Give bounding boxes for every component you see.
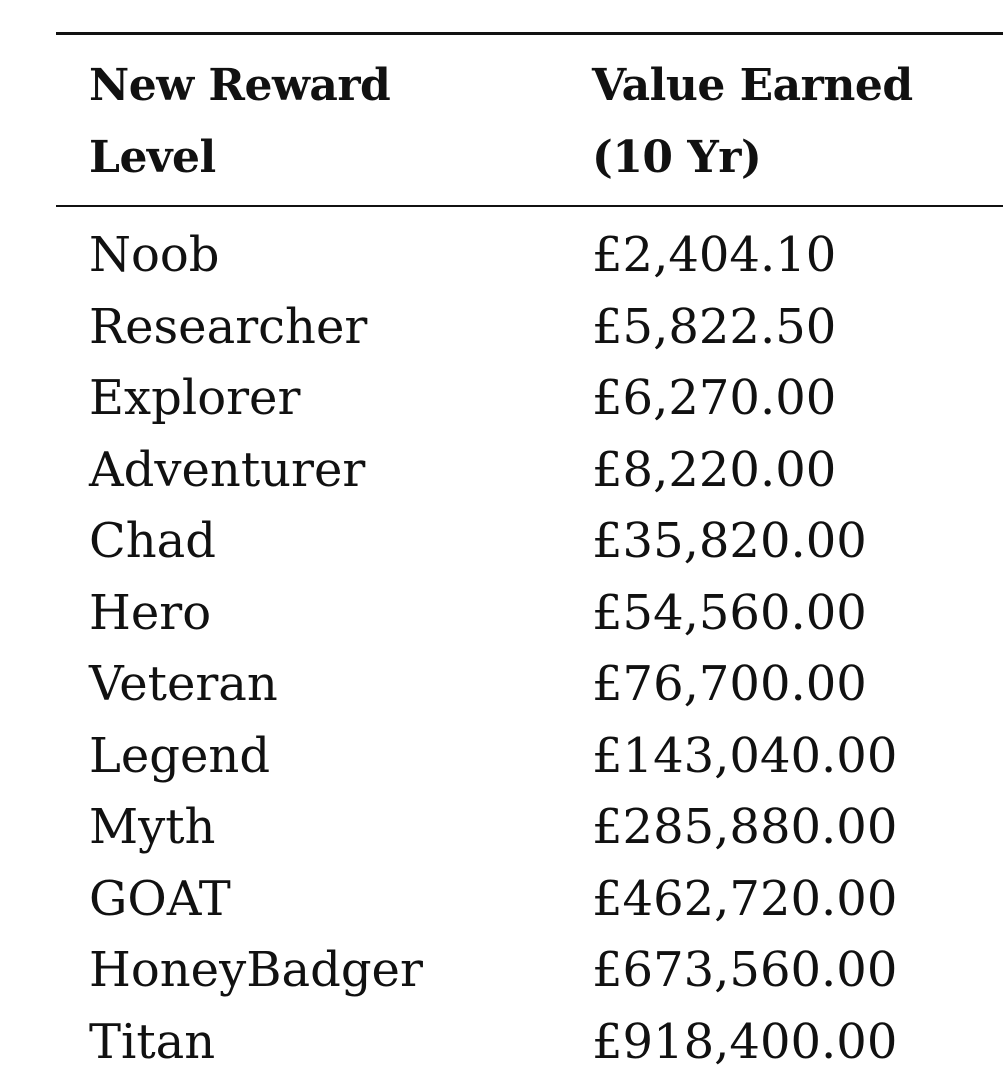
reward-level-cell: Researcher — [89, 298, 368, 355]
value-earned-cell: £918,400.00 — [592, 1013, 898, 1070]
table-row — [56, 649, 1003, 721]
value-earned-cell: £462,720.00 — [592, 870, 898, 927]
value-earned-cell: £76,700.00 — [592, 656, 867, 712]
value-earned-cell: £673,560.00 — [592, 942, 898, 998]
table-row — [56, 864, 1003, 936]
reward-level-cell: Myth — [89, 799, 216, 855]
reward-level-cell: GOAT — [89, 870, 231, 927]
table-row — [56, 792, 1003, 864]
table-row — [56, 435, 1003, 507]
table-body — [56, 220, 1003, 1078]
reward-level-cell: Explorer — [89, 370, 301, 426]
header-reward-level-line1: New Reward — [89, 60, 391, 111]
header-value-earned — [592, 50, 913, 194]
reward-level-cell: Titan — [89, 1013, 216, 1070]
table-row — [56, 292, 1003, 364]
table-row — [56, 1007, 1003, 1079]
table-row — [56, 220, 1003, 292]
reward-level-cell: Veteran — [89, 656, 278, 712]
reward-level-cell: Chad — [89, 513, 216, 569]
reward-level-cell: Hero — [89, 584, 212, 641]
value-earned-cell: £2,404.10 — [592, 227, 837, 283]
value-earned-cell: £8,220.00 — [592, 441, 837, 498]
value-earned-cell: £5,822.50 — [592, 298, 837, 355]
table-header-rule — [56, 205, 1003, 207]
value-earned-cell: £6,270.00 — [592, 370, 837, 426]
reward-level-cell: Noob — [89, 227, 220, 283]
header-reward-level-line2: Level — [89, 132, 216, 183]
table-row — [56, 578, 1003, 650]
value-earned-cell: £143,040.00 — [592, 727, 898, 784]
reward-level-cell: Adventurer — [89, 441, 366, 498]
value-earned-cell: £35,820.00 — [592, 513, 867, 569]
table-top-rule — [56, 32, 1003, 35]
header-value-earned-line1: Value Earned — [592, 60, 913, 111]
table-row — [56, 506, 1003, 578]
table-row — [56, 363, 1003, 435]
table-row — [56, 935, 1003, 1007]
value-earned-cell: £54,560.00 — [592, 584, 867, 641]
value-earned-cell: £285,880.00 — [592, 799, 898, 855]
table-row — [56, 721, 1003, 793]
reward-level-cell: Legend — [89, 727, 271, 784]
header-value-earned-line2: (10 Yr) — [592, 132, 762, 183]
header-reward-level — [89, 50, 390, 194]
reward-level-cell: HoneyBadger — [89, 942, 423, 998]
